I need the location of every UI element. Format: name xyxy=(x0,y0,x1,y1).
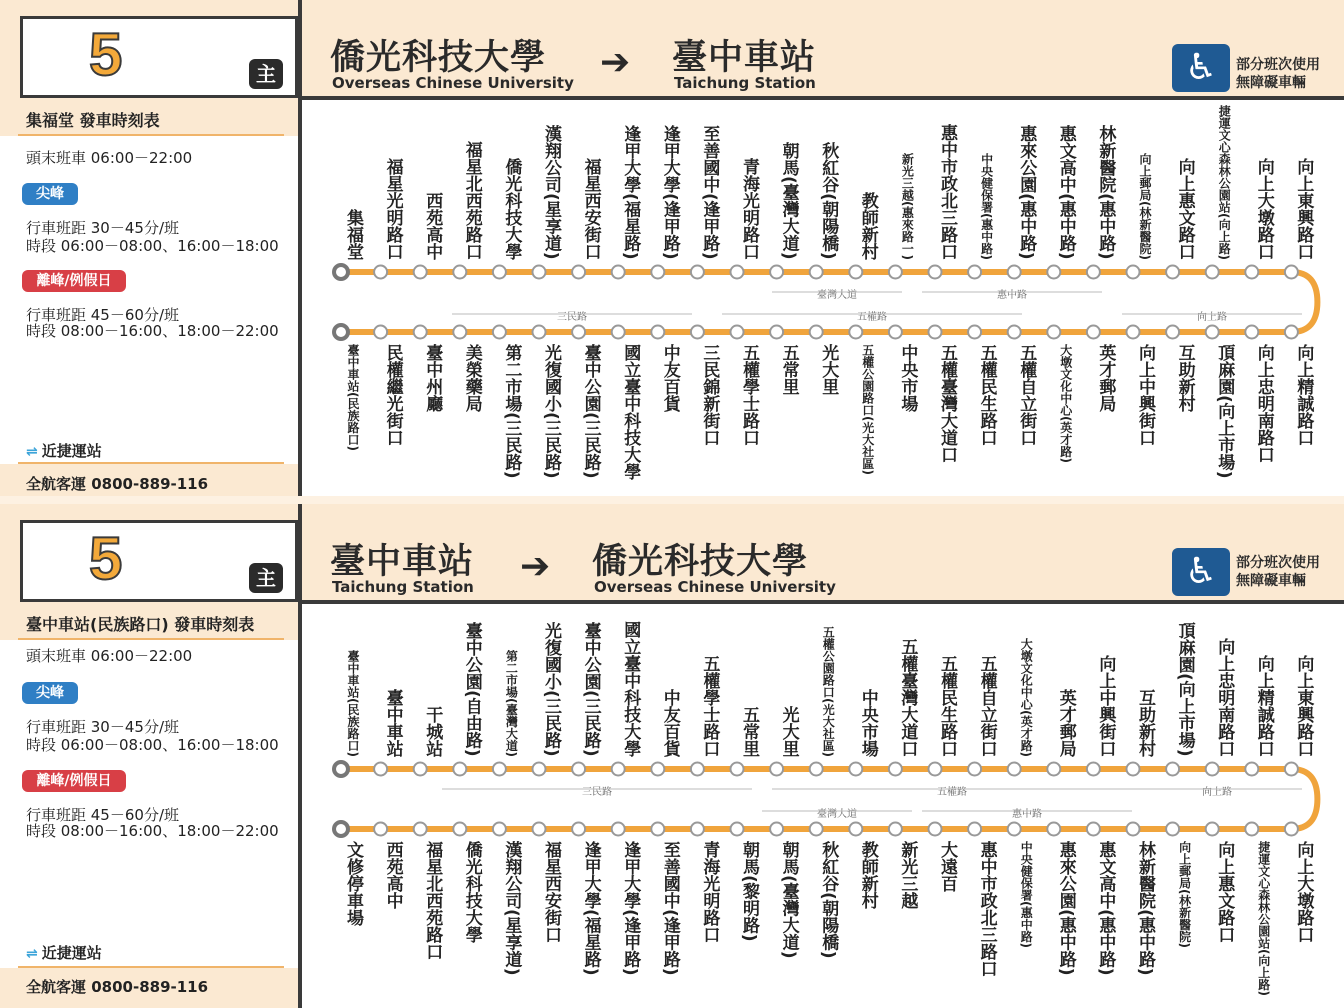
stop-name: 福星西安街口 xyxy=(580,158,601,260)
road-segment-label: 向上路 xyxy=(1198,783,1236,798)
first-last-bus: 頭末班車 06:00－22:00 xyxy=(26,149,193,167)
stop-name: 五權民生路口 xyxy=(937,655,957,757)
origin-name-en: Taichung Station xyxy=(332,578,474,596)
stop-marker xyxy=(849,823,862,836)
stop-marker xyxy=(968,266,981,279)
stop-marker xyxy=(374,266,387,279)
stop-name: 捷運文心森林公園站(向上路) xyxy=(1217,105,1232,260)
destination-name: 僑光科技大學 xyxy=(592,542,809,582)
road-segment-label: 臺灣大道 xyxy=(813,286,861,301)
accessible-note-2: 無障礙車輛 xyxy=(1236,573,1306,589)
offpeak-headway: 行車班距 45－60分/班 xyxy=(26,806,179,824)
wheelchair-icon: ♿ xyxy=(1172,548,1230,596)
stop-name: 中友百貨 xyxy=(659,344,680,412)
stop-name: 福星西安街口 xyxy=(541,841,561,943)
route-number: 5 xyxy=(89,21,123,88)
stop-name: 向上惠文路口 xyxy=(1214,841,1235,943)
accessible-note-1: 部分班次使用 xyxy=(1236,555,1320,571)
stop-name: 三民錦新街口 xyxy=(699,344,720,446)
stop-name: 五權自立街口 xyxy=(1016,344,1037,446)
mrt-icon: ⇌ xyxy=(26,946,38,962)
stop-name: 向上東興路口 xyxy=(1293,158,1314,260)
stop-name: 臺中車站(民族路口) xyxy=(346,650,360,757)
stop-marker xyxy=(849,266,862,279)
stop-marker xyxy=(334,762,348,776)
stop-marker xyxy=(334,822,348,836)
stop-marker xyxy=(1047,823,1060,836)
divider xyxy=(18,638,284,640)
origin-name-en: Overseas Chinese University xyxy=(332,74,574,92)
stop-marker xyxy=(651,326,664,339)
stop-marker xyxy=(1245,326,1258,339)
stop-name: 國立臺中科技大學 xyxy=(620,621,641,757)
stop-marker xyxy=(651,266,664,279)
stop-marker xyxy=(1008,823,1021,836)
stop-marker xyxy=(849,763,862,776)
stop-marker xyxy=(1087,823,1100,836)
stop-name: 第二市場(三民路) xyxy=(501,344,522,479)
route-diagram xyxy=(302,100,1344,496)
stop-name: 中央健保署(惠中路) xyxy=(979,153,994,260)
stop-marker xyxy=(334,265,348,279)
road-segment-label: 惠中路 xyxy=(1008,805,1046,820)
stop-marker xyxy=(493,823,506,836)
divider xyxy=(18,134,284,136)
destination-name-en: Overseas Chinese University xyxy=(594,578,836,596)
stop-name: 福星北西苑路口 xyxy=(461,141,482,260)
stop-name: 青海光明路口 xyxy=(739,158,759,260)
stop-name: 臺中公園(自由路) xyxy=(461,622,482,757)
bus-company: 全航客運 0800-889-116 xyxy=(26,978,209,996)
stop-name: 互助新村 xyxy=(1135,689,1155,757)
stop-marker xyxy=(770,266,783,279)
stop-name: 僑光科技大學 xyxy=(461,841,482,943)
main-route-tag: 主 xyxy=(249,59,283,89)
wheelchair-icon: ♿ xyxy=(1172,44,1230,92)
stop-name: 頂麻園(向上市場) xyxy=(1214,344,1235,479)
stop-name: 惠文高中(惠中路) xyxy=(1055,125,1076,260)
stop-marker xyxy=(929,266,942,279)
stop-name: 五權學士路口 xyxy=(699,655,720,757)
stop-name: 五權公園路口(光大社區) xyxy=(821,626,836,757)
stop-name: 至善國中(逢甲路) xyxy=(659,841,680,976)
stop-name: 向上大墩路口 xyxy=(1253,158,1274,260)
stop-name: 惠中市政北三路口 xyxy=(937,124,957,260)
stop-marker xyxy=(1285,326,1298,339)
stop-name: 大墩文化中心(英才路) xyxy=(1058,344,1073,463)
road-segment-label: 向上路 xyxy=(1193,308,1231,323)
direction-arrow-icon: ➔ xyxy=(600,42,631,83)
stop-marker xyxy=(533,823,546,836)
stop-marker xyxy=(731,763,744,776)
mrt-legend-label: 近捷運站 xyxy=(41,944,102,962)
stop-marker xyxy=(849,326,862,339)
stop-name: 秋紅谷(朝陽橋) xyxy=(818,142,839,260)
stop-name: 美榮藥局 xyxy=(461,344,482,412)
stop-name: 朝馬(黎明路) xyxy=(739,841,759,942)
peak-period: 時段 06:00－08:00、16:00－18:00 xyxy=(26,736,279,754)
stop-name: 朝馬(臺灣大道) xyxy=(778,142,799,260)
stop-marker xyxy=(1166,763,1179,776)
stop-name: 臺中公園(三民路) xyxy=(580,622,601,757)
peak-headway: 行車班距 30－45分/班 xyxy=(26,219,179,237)
stop-marker xyxy=(1285,823,1298,836)
peak-period: 時段 06:00－08:00、16:00－18:00 xyxy=(26,237,279,255)
stop-marker xyxy=(533,266,546,279)
stop-marker xyxy=(691,266,704,279)
stop-name: 至善國中(逢甲路) xyxy=(699,125,720,260)
stop-name: 惠中市政北三路口 xyxy=(976,841,997,977)
stop-marker xyxy=(651,823,664,836)
stop-name: 國立臺中科技大學 xyxy=(620,344,641,480)
stop-name: 向上精誠路口 xyxy=(1293,344,1314,446)
stop-name: 向上惠文路口 xyxy=(1174,158,1195,260)
stop-name: 干城站 xyxy=(422,706,443,757)
stop-name: 第二市場(臺灣大道) xyxy=(504,650,519,757)
stop-name: 向上郵局(林新醫院) xyxy=(1177,841,1192,948)
stop-name: 光復國小(三民路) xyxy=(541,622,561,757)
stop-marker xyxy=(731,326,744,339)
route-number: 5 xyxy=(89,525,123,592)
stop-marker xyxy=(1206,823,1219,836)
stop-marker xyxy=(929,763,942,776)
stop-marker xyxy=(1245,266,1258,279)
stop-marker xyxy=(533,326,546,339)
offpeak-badge: 離峰/例假日 xyxy=(22,270,126,292)
stop-marker xyxy=(691,823,704,836)
stop-name: 五權自立街口 xyxy=(976,655,997,757)
stop-marker xyxy=(453,326,466,339)
stop-marker xyxy=(1087,763,1100,776)
stop-name: 集福堂 xyxy=(343,209,363,260)
stop-marker xyxy=(968,823,981,836)
mrt-legend-label: 近捷運站 xyxy=(41,442,102,460)
stop-marker xyxy=(374,763,387,776)
stop-marker xyxy=(414,763,427,776)
stop-name: 逢甲大學(福星路) xyxy=(580,841,601,976)
stop-marker xyxy=(651,763,664,776)
road-segment-label: 惠中路 xyxy=(993,286,1031,301)
destination-name: 臺中車站 xyxy=(672,38,817,78)
stop-marker xyxy=(1206,763,1219,776)
stop-marker xyxy=(1166,823,1179,836)
timetable-panel-outbound xyxy=(0,0,1344,496)
stop-marker xyxy=(929,326,942,339)
stop-name: 中友百貨 xyxy=(659,689,680,757)
stop-marker xyxy=(493,326,506,339)
stop-marker xyxy=(968,763,981,776)
stop-name: 福星光明路口 xyxy=(382,158,403,260)
stop-name: 逢甲大學(逢甲路) xyxy=(659,125,680,260)
stop-marker xyxy=(493,266,506,279)
stop-marker xyxy=(612,326,625,339)
bus-company: 全航客運 0800-889-116 xyxy=(26,475,209,493)
stop-name: 中央市場 xyxy=(857,689,878,757)
panel-separator xyxy=(0,496,1344,504)
stop-name: 新光三越 xyxy=(897,841,918,909)
stop-name: 教師新村 xyxy=(857,192,878,260)
stop-marker xyxy=(1206,266,1219,279)
stop-marker xyxy=(1166,266,1179,279)
stop-marker xyxy=(889,326,902,339)
mrt-icon: ⇌ xyxy=(26,444,38,460)
stop-marker xyxy=(770,763,783,776)
stop-name: 惠文高中(惠中路) xyxy=(1095,841,1116,976)
stop-name: 五權學士路口 xyxy=(739,344,759,446)
stop-name: 臺中車站 xyxy=(382,689,403,757)
stop-name: 惠來公園(惠中路) xyxy=(1016,125,1037,260)
stop-name: 向上中興街口 xyxy=(1135,344,1155,446)
stop-name: 互助新村 xyxy=(1174,344,1195,412)
stop-marker xyxy=(1285,266,1298,279)
stop-marker xyxy=(929,823,942,836)
stop-marker xyxy=(374,326,387,339)
stop-name: 漢翔公司(星享道) xyxy=(501,841,522,976)
stop-name: 臺中公園(三民路) xyxy=(580,344,601,479)
stop-name: 英才郵局 xyxy=(1055,689,1076,757)
stop-name: 頂麻園(向上市場) xyxy=(1174,622,1195,757)
info-sidebar xyxy=(0,0,300,496)
stop-name: 向上郵局(林新醫院) xyxy=(1138,153,1152,260)
stop-name: 向上精誠路口 xyxy=(1253,655,1274,757)
stop-name: 光復國小(三民路) xyxy=(541,344,561,479)
mrt-legend xyxy=(26,942,102,963)
direction-arrow-icon: ➔ xyxy=(520,546,551,587)
stop-marker xyxy=(810,326,823,339)
stop-name: 中央健保署(惠中路) xyxy=(1019,841,1034,948)
road-segment-label: 五權路 xyxy=(853,308,891,323)
stop-marker xyxy=(453,763,466,776)
stop-marker xyxy=(810,266,823,279)
stop-marker xyxy=(731,266,744,279)
stop-name: 青海光明路口 xyxy=(699,841,720,943)
stop-name: 五權臺灣大道口 xyxy=(937,344,957,463)
stop-name: 民權繼光街口 xyxy=(382,344,403,446)
stop-name: 大墩文化中心(英才路) xyxy=(1019,638,1034,757)
stop-marker xyxy=(1047,326,1060,339)
stop-marker xyxy=(1008,763,1021,776)
origin-name: 臺中車站 xyxy=(330,542,475,582)
stop-name: 五常里 xyxy=(778,344,799,395)
stop-marker xyxy=(572,326,585,339)
stop-name: 臺中州廳 xyxy=(422,344,443,412)
origin-name: 僑光科技大學 xyxy=(330,38,547,78)
stop-name: 向上中興街口 xyxy=(1095,655,1116,757)
divider xyxy=(18,966,284,968)
road-segment-label: 三民路 xyxy=(578,783,616,798)
stop-marker xyxy=(453,823,466,836)
stop-name: 向上忠明南路口 xyxy=(1214,638,1235,757)
stop-marker xyxy=(414,326,427,339)
stop-marker xyxy=(533,763,546,776)
stop-marker xyxy=(414,823,427,836)
departure-stop-title: 集福堂 發車時刻表 xyxy=(26,111,160,130)
stop-name: 英才郵局 xyxy=(1095,344,1116,412)
road-segment-label: 三民路 xyxy=(553,308,591,323)
stop-marker xyxy=(1206,326,1219,339)
stop-marker xyxy=(889,823,902,836)
route-line xyxy=(341,769,1317,829)
stop-marker xyxy=(414,266,427,279)
stop-name: 五權臺灣大道口 xyxy=(897,638,918,757)
stop-marker xyxy=(493,763,506,776)
stop-name: 五常里 xyxy=(739,706,759,757)
stop-marker xyxy=(453,266,466,279)
stop-marker xyxy=(770,823,783,836)
stop-marker xyxy=(1245,823,1258,836)
destination-name-en: Taichung Station xyxy=(674,74,816,92)
peak-badge: 尖峰 xyxy=(22,183,78,205)
stop-marker xyxy=(1047,266,1060,279)
offpeak-period: 時段 08:00－16:00、18:00－22:00 xyxy=(26,322,279,340)
stop-marker xyxy=(691,326,704,339)
stop-marker xyxy=(1285,763,1298,776)
stop-name: 光大里 xyxy=(778,706,799,757)
stop-marker xyxy=(810,823,823,836)
offpeak-headway: 行車班距 45－60分/班 xyxy=(26,306,179,324)
stop-name: 大遠百 xyxy=(937,841,957,892)
stop-name: 五權民生路口 xyxy=(976,344,997,446)
departure-stop-title: 臺中車站(民族路口) 發車時刻表 xyxy=(26,615,255,634)
divider xyxy=(18,462,284,464)
stop-marker xyxy=(1245,763,1258,776)
info-sidebar xyxy=(0,504,300,1008)
accessible-note-1: 部分班次使用 xyxy=(1236,57,1320,73)
stop-marker xyxy=(334,325,348,339)
stop-marker xyxy=(1127,763,1140,776)
stop-marker xyxy=(1047,763,1060,776)
stop-name: 中央市場 xyxy=(897,344,918,412)
stop-name: 逢甲大學(福星路) xyxy=(620,125,641,260)
route-diagram xyxy=(302,604,1344,1008)
stop-marker xyxy=(612,266,625,279)
main-route-tag: 主 xyxy=(249,563,283,593)
stop-name: 五權公園路口(光大社區) xyxy=(860,344,875,475)
stop-marker xyxy=(691,763,704,776)
accessible-note-2: 無障礙車輛 xyxy=(1236,75,1306,91)
peak-badge: 尖峰 xyxy=(22,682,78,704)
stop-marker xyxy=(810,763,823,776)
route-line xyxy=(341,272,1317,332)
stop-marker xyxy=(572,823,585,836)
stop-name: 臺中車站(民族路口) xyxy=(346,344,360,451)
stop-name: 林新醫院(惠中路) xyxy=(1095,125,1116,260)
stop-marker xyxy=(889,763,902,776)
stop-marker xyxy=(770,326,783,339)
first-last-bus: 頭末班車 06:00－22:00 xyxy=(26,647,193,665)
stop-name: 西苑高中 xyxy=(422,192,443,260)
stop-marker xyxy=(1008,266,1021,279)
stop-name: 逢甲大學(逢甲路) xyxy=(620,841,641,976)
stop-name: 西苑高中 xyxy=(382,841,403,909)
offpeak-period: 時段 08:00－16:00、18:00－22:00 xyxy=(26,822,279,840)
stop-name: 光大里 xyxy=(818,344,839,395)
stop-marker xyxy=(1127,823,1140,836)
stop-name: 漢翔公司(星享道) xyxy=(541,125,561,260)
stop-marker xyxy=(1166,326,1179,339)
stop-name: 向上忠明南路口 xyxy=(1253,344,1274,463)
peak-headway: 行車班距 30－45分/班 xyxy=(26,718,179,736)
stop-name: 新光三越(惠來路一) xyxy=(900,153,915,260)
stop-name: 教師新村 xyxy=(857,841,878,909)
stop-marker xyxy=(572,763,585,776)
stop-marker xyxy=(731,823,744,836)
timetable-panel-return xyxy=(0,504,1344,1008)
stop-name: 向上大墩路口 xyxy=(1293,841,1314,943)
stop-name: 福星北西苑路口 xyxy=(422,841,443,960)
stop-name: 僑光科技大學 xyxy=(501,158,522,260)
stop-marker xyxy=(968,326,981,339)
stop-marker xyxy=(1008,326,1021,339)
offpeak-badge: 離峰/例假日 xyxy=(22,770,126,792)
mrt-legend xyxy=(26,440,102,461)
stop-name: 秋紅谷(朝陽橋) xyxy=(818,841,839,959)
stop-marker xyxy=(374,823,387,836)
stop-name: 文修停車場 xyxy=(343,841,363,926)
stop-marker xyxy=(612,823,625,836)
road-segment-label: 五權路 xyxy=(933,783,971,798)
road-segment-label: 臺灣大道 xyxy=(813,805,861,820)
stop-marker xyxy=(1087,326,1100,339)
stop-marker xyxy=(1127,266,1140,279)
stop-marker xyxy=(612,763,625,776)
route-badge xyxy=(20,16,298,98)
stop-marker xyxy=(1127,326,1140,339)
stop-marker xyxy=(1087,266,1100,279)
stop-name: 林新醫院(惠中路) xyxy=(1135,841,1155,976)
stop-name: 捷運文心森林公園站(向上路) xyxy=(1256,841,1271,996)
stop-marker xyxy=(572,266,585,279)
stop-name: 惠來公園(惠中路) xyxy=(1055,841,1076,976)
stop-marker xyxy=(889,266,902,279)
route-badge xyxy=(20,520,298,602)
stop-name: 向上東興路口 xyxy=(1293,655,1314,757)
stop-name: 朝馬(臺灣大道) xyxy=(778,841,799,959)
